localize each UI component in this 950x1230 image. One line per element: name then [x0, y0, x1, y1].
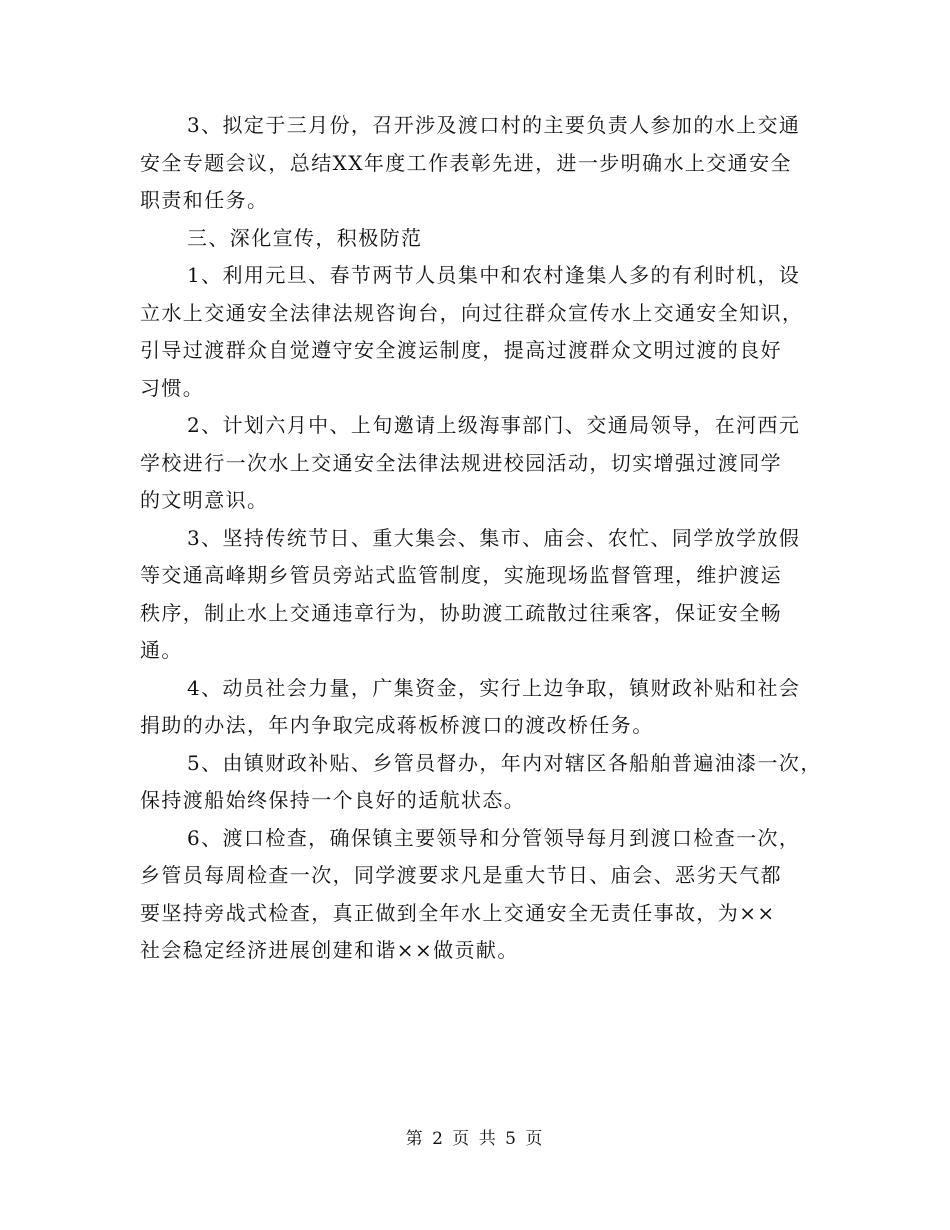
- text-line: 等交通高峰期乡管员旁站式监管制度，实施现场监督管理，维护渡运: [140, 563, 782, 587]
- document-body: [140, 107, 822, 970]
- text-line: 1、利用元旦、春节两节人员集中和农村逢集人多的有利时机，设: [187, 263, 801, 287]
- text-line: 学校进行一次水上交通安全法律法规进校园活动，切实增强过渡同学: [140, 450, 782, 475]
- text-line: 安全专题会议，总结XX年度工作表彰先进，进一步明确水上交通安全: [140, 150, 792, 175]
- text-line: 要坚持旁战式检查，真正做到全年水上交通安全无责任事故，为××: [140, 900, 776, 925]
- text-line: 习惯。: [140, 375, 205, 400]
- text-line: 立水上交通安全法律法规咨询台，向过往群众宣传水上交通安全知识，: [140, 300, 804, 325]
- text-line: 通。: [140, 638, 183, 662]
- text-line: 乡管员每周检查一次，同学渡要求凡是重大节日、庙会、恶劣天气都: [140, 863, 782, 887]
- text-line: 6、渡口检查，确保镇主要领导和分管领导每月到渡口检查一次，: [187, 825, 801, 850]
- text-line: 4、动员社会力量，广集资金，实行上边争取，镇财政补贴和社会: [187, 675, 801, 700]
- text-line: 5、由镇财政补贴、乡管员督办，年内对辖区各船舶普遍油漆一次，: [187, 750, 822, 775]
- text-line: 引导过渡群众自觉遵守安全渡运制度，提高过渡群众文明过渡的良好: [140, 338, 782, 362]
- text-line: 三、深化宣传，积极防范: [187, 225, 423, 250]
- text-line: 保持渡船始终保持一个良好的适航状态。: [140, 788, 526, 812]
- text-line: 职责和任务。: [140, 188, 269, 212]
- text-line: 2、计划六月中、上旬邀请上级海事部门、交通局领导，在河西元: [187, 413, 801, 437]
- text-line: 捐助的办法，年内争取完成蒋板桥渡口的渡改桥任务。: [140, 713, 654, 737]
- page-number-footer: 第 2 页 共 5 页: [405, 1129, 545, 1149]
- text-line: 的文明意识。: [140, 488, 269, 512]
- text-line: 3、坚持传统节日、重大集会、集市、庙会、农忙、同学放学放假: [187, 525, 801, 550]
- text-line: 3、拟定于三月份，召开涉及渡口村的主要负责人参加的水上交通: [187, 113, 801, 137]
- text-line: 社会稳定经济进展创建和谐××做贡献。: [140, 938, 519, 962]
- text-line: 秩序，制止水上交通违章行为，协助渡工疏散过往乘客，保证安全畅: [140, 600, 782, 625]
